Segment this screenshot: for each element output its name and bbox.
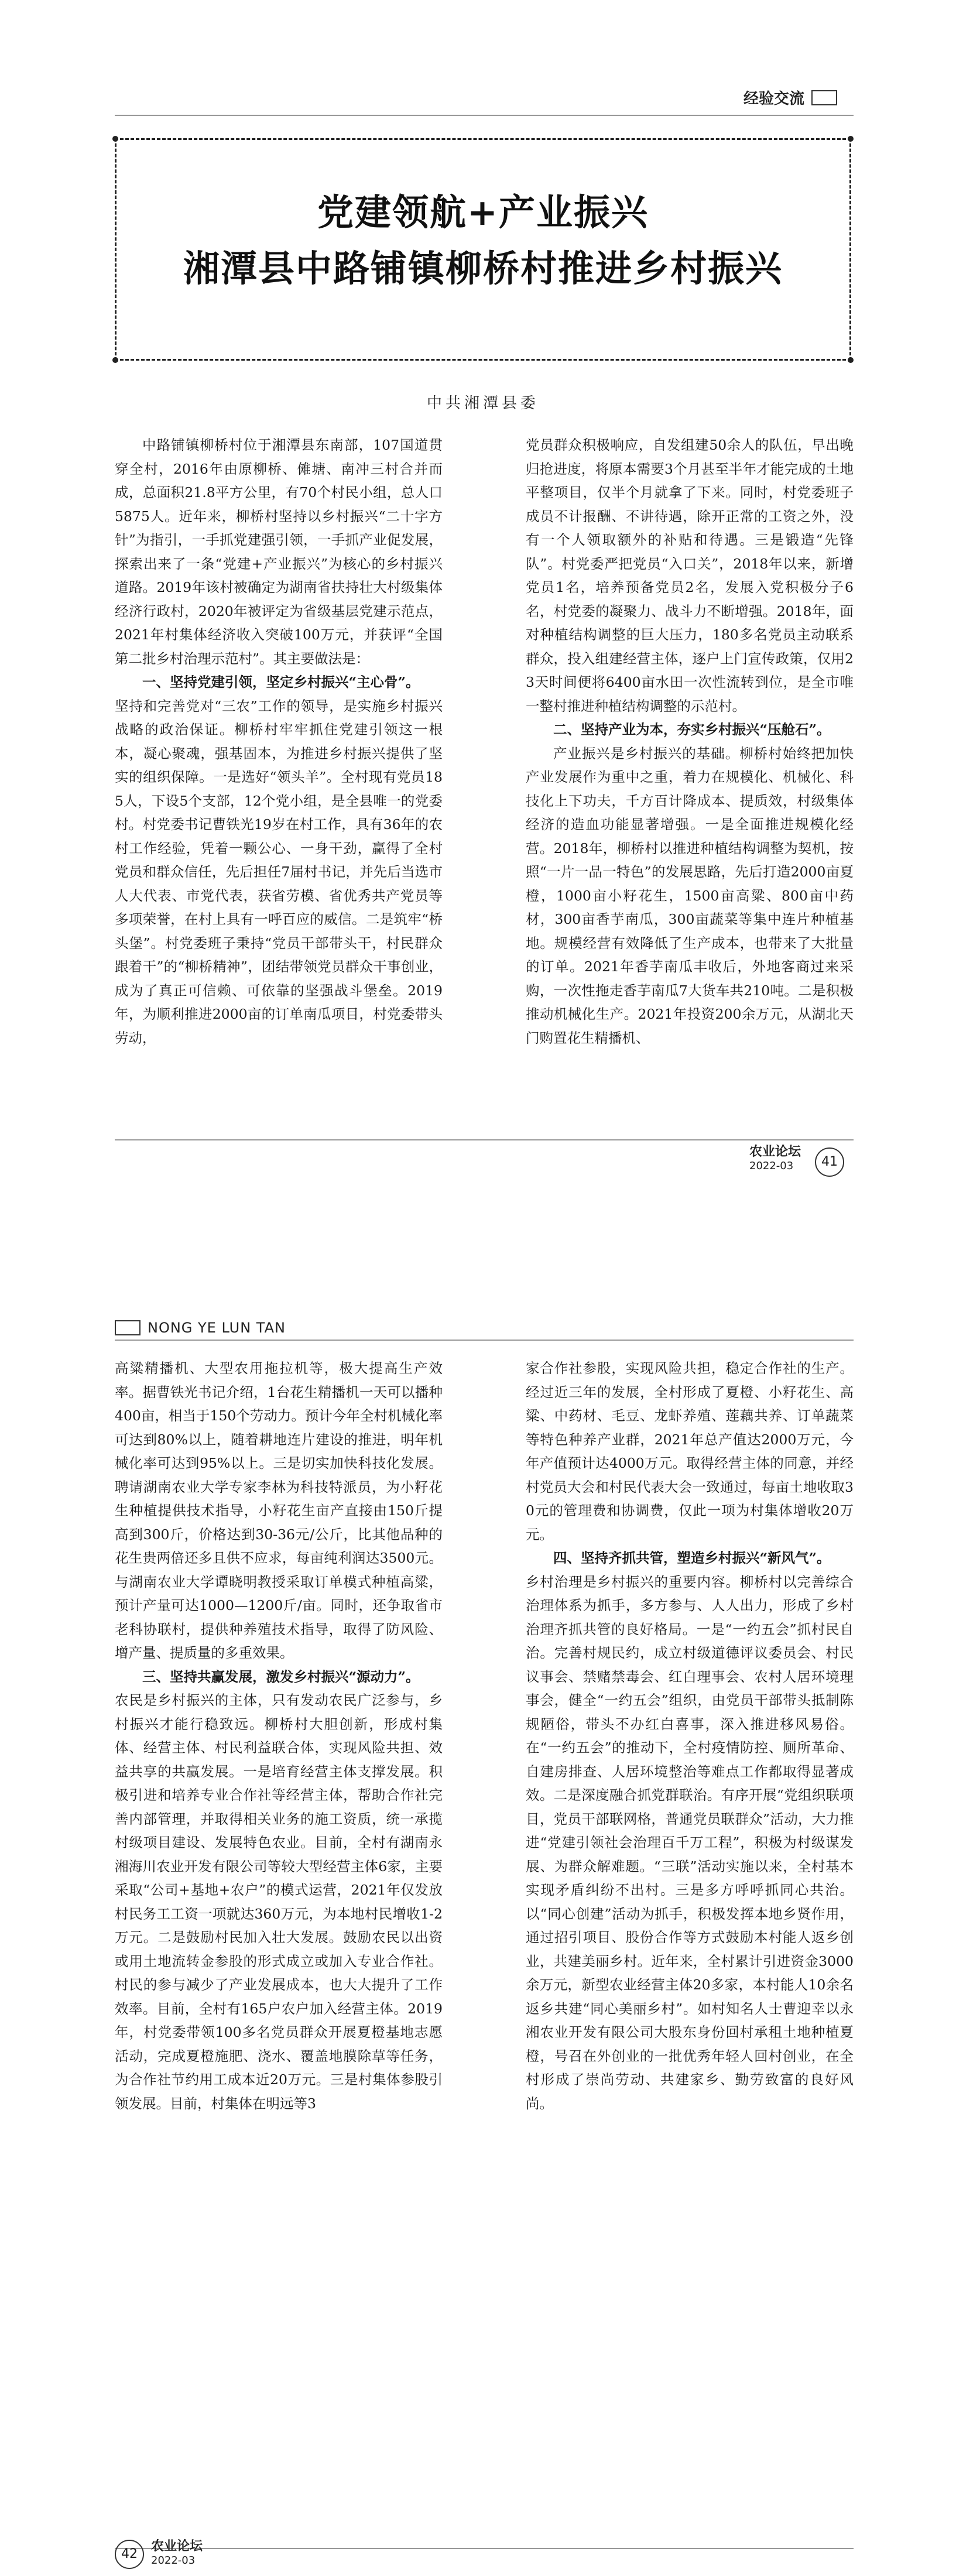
section-heading: 一、坚持党建引领，坚定乡村振兴“主心骨”。 <box>142 674 420 690</box>
title-frame <box>115 138 851 361</box>
frame-corner-dot <box>112 357 118 363</box>
body-column-right <box>526 1356 854 2417</box>
footer-issue: 2022-03 <box>749 1160 794 1172</box>
page-number: 41 <box>815 1147 844 1177</box>
footer-magazine <box>749 1145 801 1173</box>
page-42 <box>0 1288 956 2576</box>
section-heading: 二、坚持产业为本，夯实乡村振兴“压舱石”。 <box>553 721 831 738</box>
paragraph: 乡村治理是乡村振兴的重要内容。柳桥村以完善综合治理体系为抓手，多方参与、人人出力，形成了乡村治理齐抓共管的良好格局。一是“一约五会”抓村民自治。完善村规民约，成立村级道德评议委员会、村民议事会、禁赌禁毒会、红白理事会、农村人居环境理事会，健全“一约五会”组织，由党员干部带头抵制陈规陋俗，带头不办红白喜事，深入推进移风易俗。在“一约五会”的推动下，全村疫情防控、厕所革命、自建房排查、人居环境整治等难点工作都取得显著成效。二是深度融合抓党群联治。有序开展“党组织联项目，党员干部联网格，普通党员联群众”活动，大力推进“党建引领社会治理百千万工程”，积极为村级谋发展、为群众解难题。“三联”活动实施以来，全村基本实现矛盾纠纷不出村。三是多方呼呼抓同心共治。以“同心创建”活动为抓手，积极发挥本地乡贤作用，通过招引项目、股份合作等方式鼓励本村能人返乡创业，共建美丽乡村。近年来，全村累计引进资金3000余万元，新型农业经营主体20多家，本村能人10余名返乡共建“同心美丽乡村”。如村知名人士曹迎幸以永湘农业开发有限公司大股东身份回村承租土地种植夏橙，号召在外创业的一批优秀年轻人回村创业，在全村形成了崇尚劳动、共建家乡、勤劳致富的良好风尚。 <box>526 1573 854 2112</box>
paragraph: 党员群众积极响应，自发组建50余人的队伍，早出晚归抢进度，将原本需要3个月甚至半年才能完成的土地平整项目，仅半个月就拿了下来。同时，村党委班子成员不计报酬、不讲待遇，除开正常的工资之外，没有一个人领取额外的补贴和待遇。三是锻造“先锋队”。村党委严把党员“入口关”，2018年以来，新增党员1名，培养预备党员2名，发展入党积极分子6名，村党委的凝聚力、战斗力不断增强。2018年，面对种植结构调整的巨大压力，180多名党员主动联系群众，投入组建经营主体，逐户上门宣传政策，仅用23天时间便将6400亩水田一次性流转到位，是全市唯一整村推进种植结构调整的示范村。 <box>526 437 854 714</box>
top-rule <box>115 115 854 116</box>
footer-issue: 2022-03 <box>151 2554 196 2567</box>
body-column-right <box>526 433 854 1136</box>
byline: 中共湘潭县委 <box>426 395 539 412</box>
section-heading: 四、坚持齐抓共管，塑造乡村振兴“新风气”。 <box>553 1550 831 1566</box>
section-tag <box>743 87 837 108</box>
paragraph: 产业振兴是乡村振兴的基础。柳桥村始终把加快产业发展作为重中之重，着力在规模化、机械化、科技化上下功夫，千方百计降成本、提质效，村级集体经济的造血功能显著增强。一是全面推进规模化经营。2018年，柳桥村以推进种植结构调整为契机，按照“一片一品一特色”的发展思路，先后打造2000亩夏橙，1000亩小籽花生，1500亩高粱、800亩中药材，300亩香芋南瓜，300亩蔬菜等集中连片种植基地。规模经营有效降低了生产成本，也带来了大批量的订单。2021年香芋南瓜丰收后，外地客商过来采购，一次性拖走香芋南瓜7大货车共210吨。二是积极推动机械化生产。2021年投资200余万元，从湖北天门购置花生精播机、 <box>526 745 854 1046</box>
running-head-box-icon <box>115 1320 141 1335</box>
footer-rule <box>115 1139 854 1140</box>
paragraph: 农民是乡村振兴的主体，只有发动农民广泛参与，乡村振兴才能行稳致远。柳桥村大胆创新，形成村集体、经营主体、村民利益联合体，实现风险共担、效益共享的共赢发展。一是培育经营主体支撑发展。积极引进和培养专业合作社等经营主体，帮助合作社完善内部管理，并取得相关业务的施工资质，统一承揽村级项目建设、发展特色农业。目前，全村有湖南永湘海川农业开发有限公司等较大型经营主体6家，主要采取“公司+基地+农户”的模式运营，2021年仅发放村民务工工资一项就达360万元，为本地村民增收1-2万元。二是鼓励村民加入壮大发展。鼓励农民以出资或用土地流转金参股的形式成立或加入专业合作社。村民的参与减少了产业发展成本，也大大提升了工作效率。目前，全村有165户农户加入经营主体。2019年，村党委带领100多名党员群众开展夏橙基地志愿活动，完成夏橙施肥、浇水、覆盖地膜除草等任务，为合作社节约用工成本近20万元。三是村集体参股引领发展。目前，村集体在明远等3 <box>115 1692 443 2112</box>
header-rule <box>115 1340 854 1341</box>
paragraph: 家合作社参股，实现风险共担，稳定合作社的生产。经过近三年的发展，全村形成了夏橙、小籽花生、高粱、中药材、毛豆、龙虾养殖、莲藕共养、订单蔬菜等特色种养产业群，2021年总产值达2000万元，今年产值预计达4000万元。取得经营主体的同意，并经村党员大会和村民代表大会一致通过，每亩土地收取30元的管理费和协调费，仅此一项为村集体增收20万元。 <box>526 1360 854 1543</box>
section-tag-box-icon <box>811 90 837 105</box>
footer-magazine <box>151 2540 203 2568</box>
page-number: 42 <box>115 2540 144 2569</box>
body-column-left <box>115 433 443 1136</box>
article-title-line1: 党建领航+产业振兴 <box>317 191 649 234</box>
paragraph: 高粱精播机、大型农用拖拉机等，极大提高生产效率。据曹铁光书记介绍，1台花生精播机一天可以播种400亩，相当于150个劳动力。预计今年全村机械化率可达到80%以上，随着耕地连片建设的推进，明年机械化率可达到95%以上。三是切实加快科技化发展。聘请湖南农业大学专家李林为科技特派员，为小籽花生种植提供技术指导，小籽花生亩产直接由150斤提高到300斤，价格达到30-36元/公斤，比其他品种的花生贵两倍还多且供不应求，每亩纯利润达3500元。与湖南农业大学谭晓明教授采取订单模式种植高粱，预计产量可达1000—1200斤/亩。同时，还争取省市老科协联村，提供种养殖技术指导，取得了防风险、增产量、提质量的多重效果。 <box>115 1360 443 1661</box>
frame-corner-dot <box>112 136 118 142</box>
frame-corner-dot <box>848 357 854 363</box>
section-tag-label: 经验交流 <box>743 90 805 108</box>
footer-magazine-name: 农业论坛 <box>151 2539 203 2554</box>
running-head <box>115 1320 286 1336</box>
article-title-line2: 湘潭县中路铺镇柳桥村推进乡村振兴 <box>183 247 783 290</box>
footer-magazine-name: 农业论坛 <box>749 1145 801 1159</box>
running-head-label: NONG YE LUN TAN <box>148 1320 286 1336</box>
paragraph: 坚持和完善党对“三农”工作的领导，是实施乡村振兴战略的政治保证。柳桥村牢牢抓住党建引领这一根本，凝心聚魂，强基固本，为推进乡村振兴提供了坚实的组织保障。一是选好“领头羊”。全村现有党员185人，下设5个支部，12个党小组，是全县唯一的党委村。村党委书记曹铁光19岁在村工作，具有36年的农村工作经验，凭着一颗公心、一身干劲，赢得了全村党员和群众信任，先后担任7届村书记，并先后当选市人大代表、市党代表，获省劳模、省优秀共产党员等多项荣誉，在村上具有一呼百应的威信。二是筑牢“桥头堡”。村党委班子秉持“党员干部带头干，村民群众跟着干”的“柳桥精神”，团结带领党员群众干事创业，成为了真正可信赖、可依靠的坚强战斗堡垒。2019年，为顺利推进2000亩的订单南瓜项目，村党委带头劳动， <box>115 697 443 1046</box>
body-column-left <box>115 1356 443 2417</box>
frame-corner-dot <box>848 136 854 142</box>
paragraph: 中路铺镇柳桥村位于湘潭县东南部，107国道贯穿全村，2016年由原柳桥、傩塘、南冲三村合并而成，总面积21.8平方公里，有70个村民小组，总人口5875人。近年来，柳桥村坚持以乡村振兴“二十字方针”为指引，一手抓党建强引领，一手抓产业促发展，探索出来了一条“党建+产业振兴”为核心的乡村振兴道路。2019年该村被确定为湖南省扶持壮大村级集体经济行政村，2020年被评定为省级基层党建示范点，2021年村集体经济收入突破100万元，并获评“全国第二批乡村治理示范村”。其主要做法是： <box>115 437 443 667</box>
footer-rule <box>115 2548 854 2549</box>
section-heading: 三、坚持共赢发展，激发乡村振兴“源动力”。 <box>142 1668 420 1685</box>
